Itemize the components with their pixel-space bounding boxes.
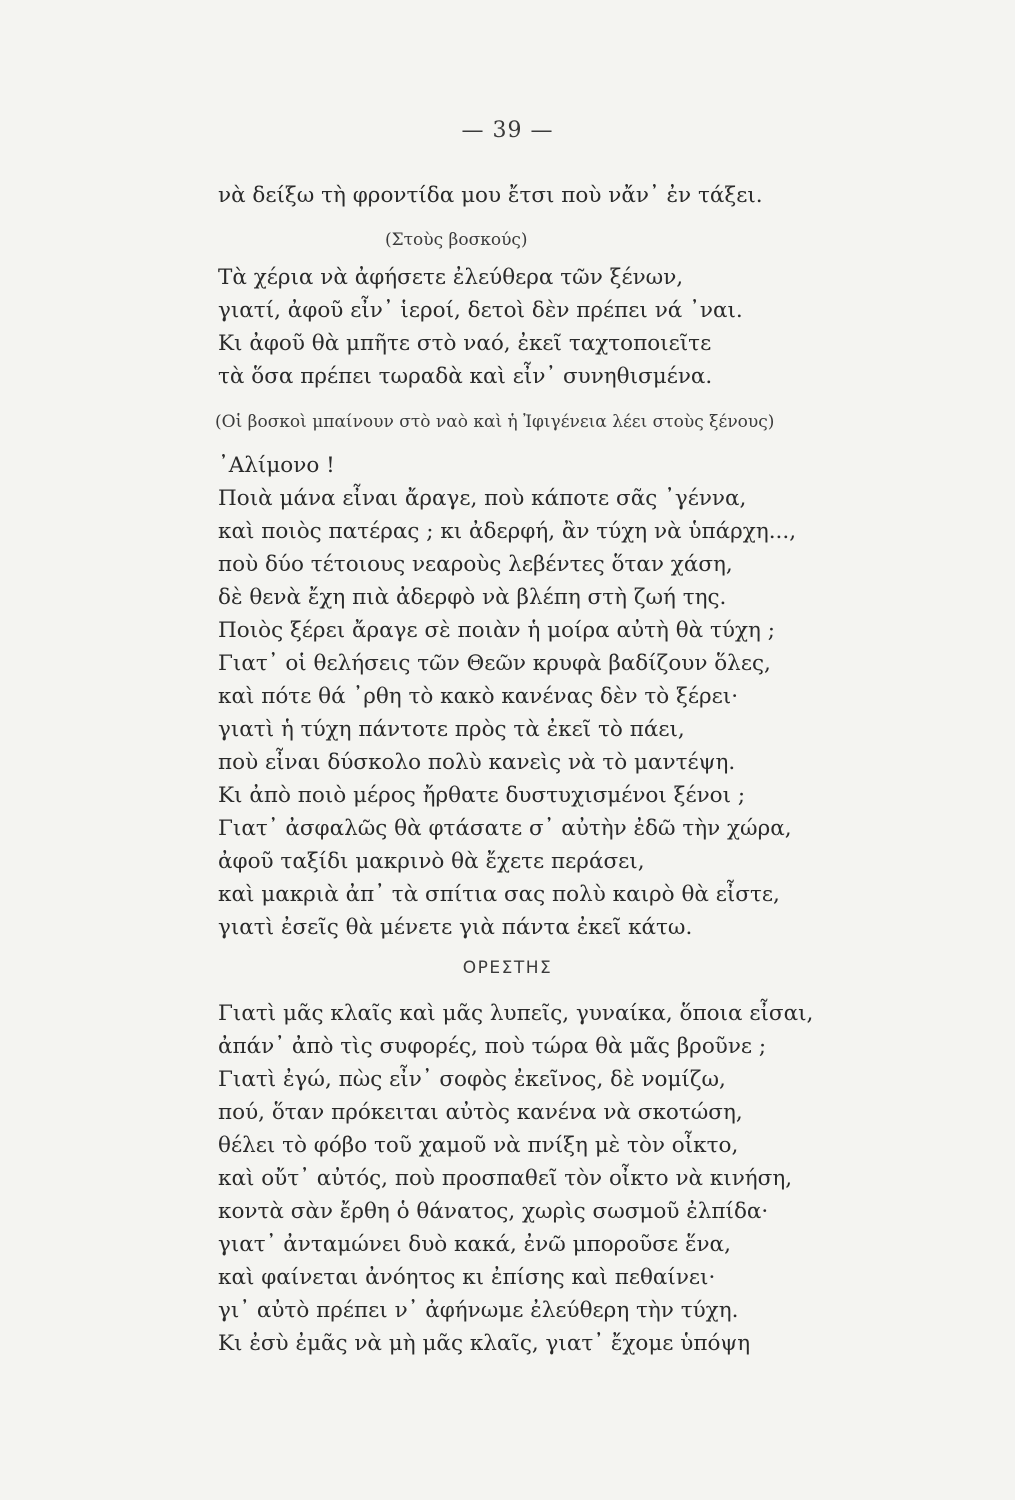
verse-line: Κι ἀφοῦ θὰ μπῆτε στὸ ναό, ἐκεῖ ταχτοποιεῖτε <box>218 331 712 356</box>
verse-line: πού, ὅταν πρόκειται αὐτὸς κανένα νὰ σκοτώση, <box>218 1100 743 1125</box>
verse-line: θέλει τὸ φόβο τοῦ χαμοῦ νὰ πνίξη μὲ τὸν οἶκτο, <box>218 1133 739 1158</box>
verse-line: Γιατὶ μᾶς κλαῖς καὶ μᾶς λυπεῖς, γυναίκα, ὅποια εἶσαι, <box>218 1001 814 1026</box>
verse-line: γιατ᾿ ἀνταμώνει δυὸ κακά, ἐνῶ μποροῦσε ἕνα, <box>218 1232 731 1257</box>
verse-line: τὰ ὅσα πρέπει τωραδὰ καὶ εἶν᾿ συνηθισμένα. <box>218 364 713 389</box>
verse-line: ποὺ δύο τέτοιους νεαροὺς λεβέντες ὅταν χάση, <box>218 552 733 577</box>
verse-line: Κι ἐσὺ ἐμᾶς νὰ μὴ μᾶς κλαῖς, γιατ᾿ ἔχομε ὑπόψη <box>218 1331 751 1356</box>
verse-line: νὰ δείξω τὴ φροντίδα μου ἔτσι ποὺ νἄν᾿ ἐν τάξει. <box>218 183 763 208</box>
verse-line: Γιατ᾿ ἀσφαλῶς θὰ φτάσατε σ᾿ αὐτὴν ἐδῶ τὴν χώρα, <box>218 816 792 841</box>
page-number: — 39 — <box>461 118 554 143</box>
verse-line: γι᾿ αὐτὸ πρέπει ν᾿ ἀφήνωμε ἐλεύθερη τὴν τύχη. <box>218 1298 739 1323</box>
verse-line: καὶ πότε θά ᾿ρθη τὸ κακὸ κανένας δὲν τὸ ξέρει· <box>218 684 739 709</box>
verse-line: γιατί, ἀφοῦ εἶν᾿ ἱεροί, δετοὶ δὲν πρέπει νά ᾿ναι. <box>218 298 743 323</box>
verse-line: γιατὶ ἡ τύχη πάντοτε πρὸς τὰ ἐκεῖ τὸ πάει, <box>218 717 685 742</box>
verse-line: καὶ φαίνεται ἀνόητος κι ἐπίσης καὶ πεθαίνει· <box>218 1265 716 1290</box>
verse-line: ποὺ εἶναι δύσκολο πολὺ κανεὶς νὰ τὸ μαντέψη. <box>218 750 736 775</box>
verse-line: ἀπάν᾿ ἀπὸ τὶς συφορές, ποὺ τώρα θὰ μᾶς βροῦνε ; <box>218 1034 767 1059</box>
verse-line: Ποιὰ μάνα εἶναι ἄραγε, ποὺ κάποτε σᾶς ᾿γέννα, <box>218 486 747 511</box>
verse-line: Γιατὶ ἐγώ, πὼς εἶν᾿ σοφὸς ἐκεῖνος, δὲ νομίζω, <box>218 1067 726 1092</box>
stage-direction: (Στοὺς βοσκούς) <box>385 230 528 250</box>
verse-line: κοντὰ σὰν ἔρθη ὁ θάνατος, χωρὶς σωσμοῦ ἐλπίδα· <box>218 1199 769 1224</box>
verse-line: καὶ οὔτ᾿ αὐτός, ποὺ προσπαθεῖ τὸν οἶκτο νὰ κινήση, <box>218 1166 793 1191</box>
verse-line: Ποιὸς ξέρει ἄραγε σὲ ποιὰν ἡ μοίρα αὐτὴ θὰ τύχη ; <box>218 618 775 643</box>
verse-line: Κι ἀπὸ ποιὸ μέρος ἤρθατε δυστυχισμένοι ξένοι ; <box>218 783 746 808</box>
verse-line: ᾿Αλίμονο ! <box>218 453 335 478</box>
verse-line: γιατὶ ἐσεῖς θὰ μένετε γιὰ πάντα ἐκεῖ κάτω. <box>218 915 693 940</box>
verse-line: καὶ μακριὰ ἀπ᾿ τὰ σπίτια σας πολὺ καιρὸ θὰ εἶστε, <box>218 882 780 907</box>
verse-line: δὲ θενὰ ἔχη πιὰ ἀδερφὸ νὰ βλέπη στὴ ζωή της. <box>218 585 727 610</box>
verse-line: καὶ ποιὸς πατέρας ; κι ἀδερφή, ἂν τύχη νὰ ὑπάρχη..., <box>218 519 797 544</box>
verse-line: Γιατ᾿ οἱ θελήσεις τῶν Θεῶν κρυφὰ βαδίζουν ὅλες, <box>218 651 771 676</box>
verse-line: ἀφοῦ ταξίδι μακρινὸ θὰ ἔχετε περάσει, <box>218 849 645 874</box>
speaker-name: ΟΡΕΣΤΗΣ <box>462 958 553 978</box>
verse-line: Τὰ χέρια νὰ ἀφήσετε ἐλεύθερα τῶν ξένων, <box>218 265 684 290</box>
stage-direction: (Οἱ βοσκοὶ μπαίνουν στὸ ναὸ καὶ ἡ Ἰφιγένεια λέει στοὺς ξένους) <box>215 412 775 432</box>
